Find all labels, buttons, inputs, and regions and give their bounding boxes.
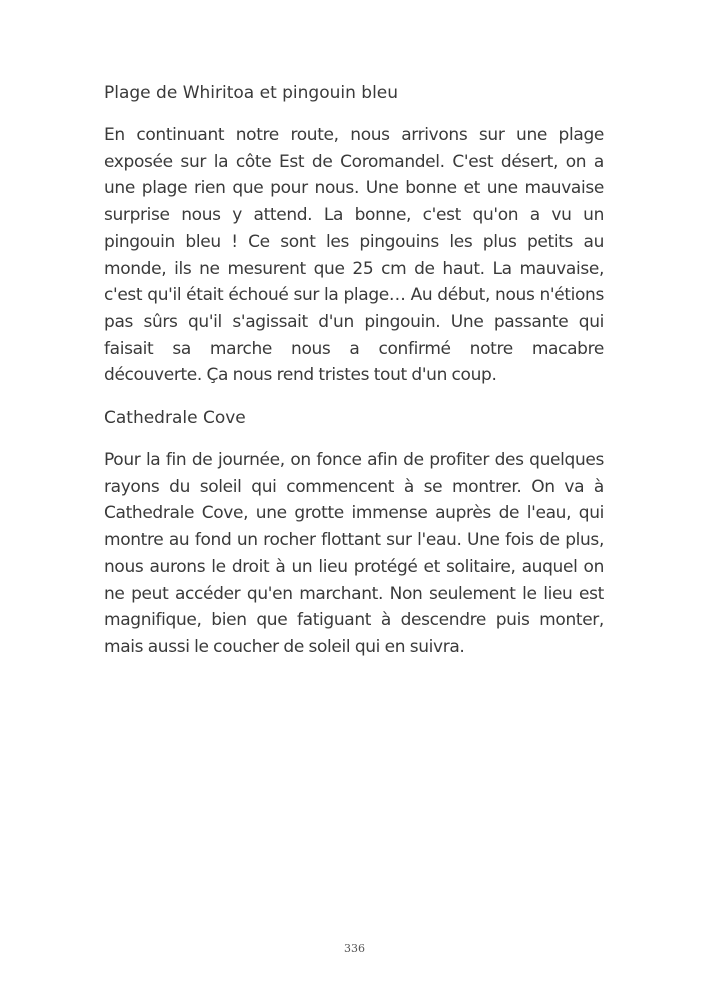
page-body [104,80,604,677]
page-number: 336 [344,942,365,955]
section-heading-cathedrale-cove: Cathedrale Cove [104,408,246,429]
section-heading-whiritoa: Plage de Whiritoa et pingouin bleu [104,83,399,103]
section-paragraph-cathedrale-cove: Pour la fin de journée, on fonce afin de profiter des quelques rayons du soleil qui commencent à se montrer. On va à Cathedrale Cove, une grotte immense auprès de l'eau, qui montre au fond un rocher flottant sur l'eau. Une fois de plus, nous aurons le droit à un lieu protégé et solitaire, auquel on ne peut accéder qu'en marchant. Non seulement le lieu est magnifique, bien que fatiguant à descendre puis monter, mais aussi le coucher de soleil qui en suivra. [104,450,604,657]
section-paragraph-whiritoa: En continuant notre route, nous arrivons sur une plage exposée sur la côte Est de Coromandel. C'est désert, on a une plage rien que pour nous. Une bonne et une mauvaise surprise nous y attend. La bonne, c'est qu'on a vu un pingouin bleu ! Ce sont les pingouins les plus petits au monde, ils ne mesurent que 25 cm de haut. La mauvaise, c'est qu'il était échoué sur la plage… Au début, nous n'étions pas sûrs qu'il s'agissait d'un pingouin. Une passante qui faisait sa marche nous a confirmé notre macabre découverte. Ça nous rend tristes tout d'un coup. [104,125,604,386]
